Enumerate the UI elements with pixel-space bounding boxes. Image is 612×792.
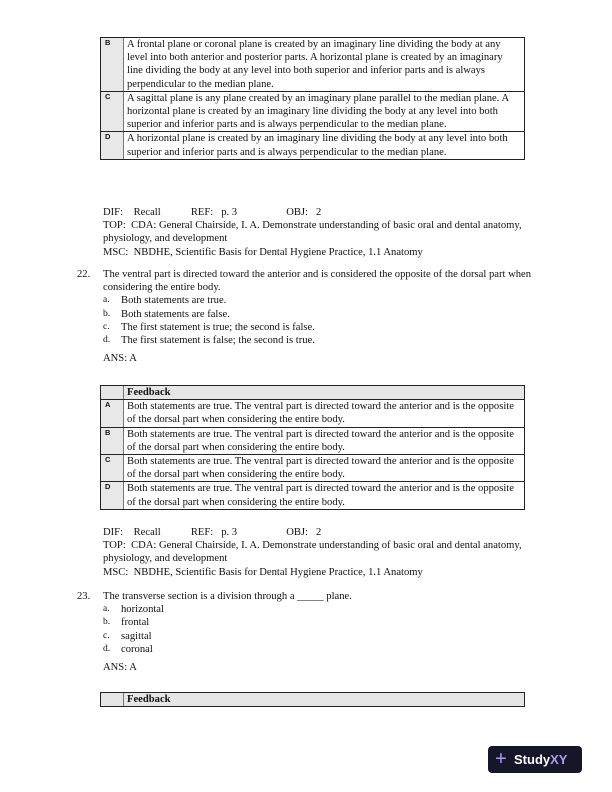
choice-text: sagittal: [121, 630, 152, 642]
top-key: TOP:: [103, 540, 126, 552]
obj-value: 2: [315, 207, 322, 218]
feedback-label: D: [101, 482, 124, 508]
feedback-row-d: [101, 131, 524, 158]
feedback-header: Feedback: [127, 387, 171, 398]
choice-b: [103, 616, 547, 629]
obj-key: OBJ:: [286, 527, 308, 538]
q23-feedback-table: [100, 692, 525, 707]
feedback-row-b: [101, 38, 524, 91]
meta-top: [103, 219, 553, 245]
q21-feedback-table: [100, 37, 525, 160]
feedback-label: C: [101, 455, 124, 481]
dif-key: DIF:: [103, 207, 124, 218]
question-text: The ventral part is directed toward the anterior and is considered the opposite of the dorsal part when considering the entire body.: [103, 269, 532, 294]
brand-main: Study: [514, 751, 551, 767]
q22-metadata: [103, 526, 553, 579]
feedback-header-row: [101, 693, 524, 706]
ref-value: p. 3: [221, 207, 238, 218]
feedback-label: A: [101, 400, 124, 426]
answer: ANS: A: [103, 353, 137, 365]
meta-msc: [103, 566, 553, 579]
ref-value: p. 3: [221, 527, 238, 538]
choice-list: [103, 603, 547, 656]
choice-d: [103, 643, 547, 656]
ref-key: REF:: [190, 207, 214, 218]
feedback-row-b: [101, 427, 524, 454]
choice-letter: b.: [103, 617, 111, 628]
feedback-header-blank: [101, 693, 124, 706]
feedback-label: D: [101, 132, 124, 158]
dif-value: Recall: [133, 527, 161, 538]
msc-value: NBDHE, Scientific Basis for Dental Hygiene Practice, 1.1 Anatomy: [133, 566, 423, 578]
choice-a: [103, 603, 547, 616]
choice-text: horizontal: [121, 604, 164, 616]
meta-dif-ref-obj: [103, 526, 553, 539]
top-value: CDA: General Chairside, I. A. Demonstrate understanding of basic oral and dental anatomy, physiology, and development: [103, 540, 522, 565]
choice-letter: c.: [103, 630, 110, 641]
choice-c: [103, 630, 547, 643]
choice-letter: c.: [103, 321, 110, 332]
msc-key: MSC:: [103, 566, 129, 578]
feedback-row-a: [101, 400, 524, 426]
feedback-label: B: [101, 38, 124, 91]
feedback-text: A horizontal plane is created by an imaginary line dividing the body at any level into both superior and inferior parts and is always perpendicular to the median plane.: [127, 133, 508, 158]
choice-c: [103, 321, 547, 334]
top-value: CDA: General Chairside, I. A. Demonstrate understanding of basic oral and dental anatomy, physiology, and development: [103, 220, 522, 245]
answer: ANS: A: [103, 662, 137, 674]
msc-key: MSC:: [103, 246, 129, 258]
feedback-label: C: [101, 92, 124, 132]
choice-text: Both statements are false.: [121, 308, 230, 320]
choice-d: [103, 334, 547, 347]
question-text: The transverse section is a division through a _____ plane.: [103, 591, 352, 602]
choice-letter: a.: [103, 604, 110, 615]
plus-icon: +: [495, 748, 507, 770]
obj-value: 2: [315, 527, 322, 538]
choice-text: frontal: [121, 617, 150, 629]
feedback-header: Feedback: [127, 694, 171, 705]
dif-value: Recall: [133, 207, 161, 218]
feedback-row-c: [101, 91, 524, 132]
obj-key: OBJ:: [286, 207, 308, 218]
top-key: TOP:: [103, 220, 126, 232]
choice-text: coronal: [121, 643, 153, 655]
choice-list: [103, 294, 547, 347]
choice-text: The first statement is true; the second is false.: [121, 321, 315, 333]
feedback-header-blank: [101, 386, 124, 399]
meta-msc: [103, 246, 553, 259]
choice-text: Both statements are true.: [121, 295, 227, 307]
meta-dif-ref-obj: [103, 206, 553, 219]
question-number: 22.: [77, 269, 91, 280]
studyxy-badge[interactable]: [488, 746, 582, 773]
feedback-text: A sagittal plane is any plane created by an imaginary plane parallel to the median plane. A horizontal plane is created by an imaginary line dividing the body at any level into both superior and inferior parts and is always perpendicular to the median plane.: [127, 92, 509, 131]
choice-text: The first statement is false; the second is true.: [121, 335, 315, 347]
feedback-text: Both statements are true. The ventral part is directed toward the anterior and is the opposite of the dorsal part when considering the entire body.: [127, 483, 514, 508]
choice-b: [103, 308, 547, 321]
choice-letter: d.: [103, 643, 111, 654]
feedback-row-d: [101, 481, 524, 508]
choice-letter: d.: [103, 335, 111, 346]
q21-metadata: [103, 206, 553, 259]
feedback-text: A frontal plane or coronal plane is created by an imaginary line dividing the body at any level into both anterior and posterior parts. A horizontal plane is created by an imaginary line dividing the body at any level into both superior and inferior parts and is always perpendicular to the median plane.: [127, 39, 503, 90]
feedback-row-c: [101, 454, 524, 481]
choice-a: [103, 294, 547, 307]
ref-key: REF:: [190, 527, 214, 538]
feedback-header-row: [101, 386, 524, 400]
feedback-text: Both statements are true. The ventral part is directed toward the anterior and is the opposite of the dorsal part when considering the entire body.: [127, 401, 514, 426]
meta-top: [103, 539, 553, 565]
feedback-text: Both statements are true. The ventral part is directed toward the anterior and is the opposite of the dorsal part when considering the entire body.: [127, 428, 514, 453]
question-stem: [77, 268, 547, 294]
choice-letter: a.: [103, 295, 110, 306]
brand-accent: XY: [550, 751, 568, 767]
dif-key: DIF:: [103, 527, 124, 538]
question-number: 23.: [77, 591, 91, 602]
question-stem: [77, 590, 547, 603]
choice-letter: b.: [103, 308, 111, 319]
feedback-text: Both statements are true. The ventral part is directed toward the anterior and is the opposite of the dorsal part when considering the entire body.: [127, 456, 514, 481]
msc-value: NBDHE, Scientific Basis for Dental Hygiene Practice, 1.1 Anatomy: [133, 246, 423, 258]
question-23: [77, 590, 547, 674]
question-22: [77, 268, 547, 365]
feedback-label: B: [101, 428, 124, 454]
q22-feedback-table: [100, 385, 525, 510]
